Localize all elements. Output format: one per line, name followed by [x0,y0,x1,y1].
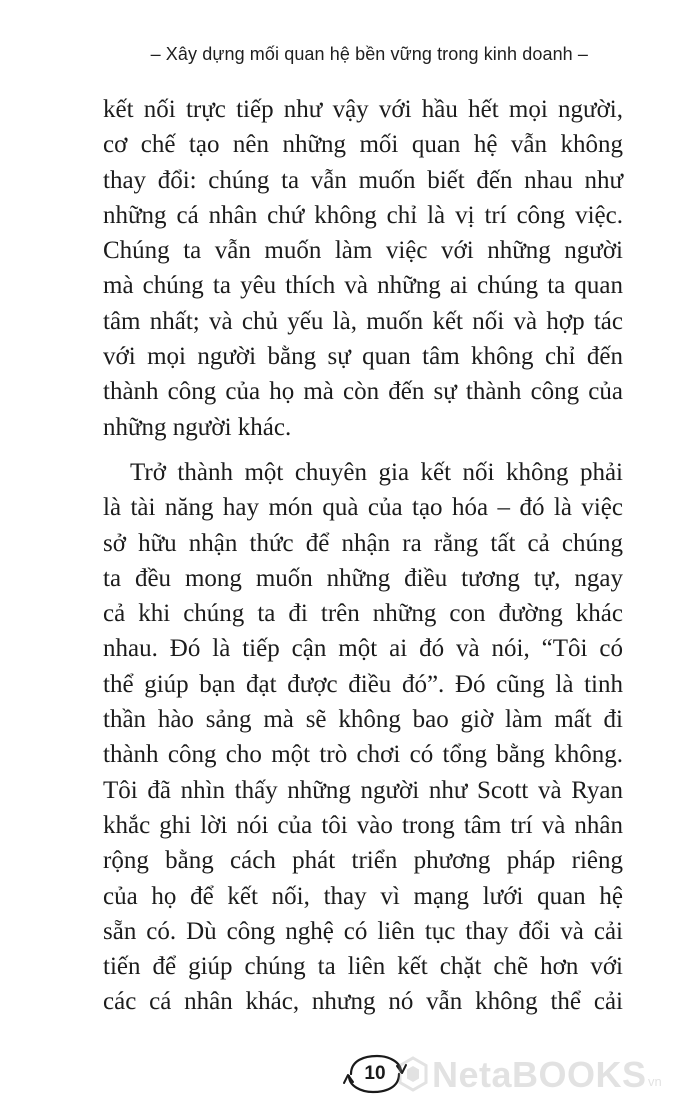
text-line: thay đổi: chúng ta vẫn muốn biết đến nhau như [103,166,623,194]
running-header: – Xây dựng mối quan hệ bền vững trong kinh doanh – [150,44,588,64]
text-line: là tài năng hay món quà của tạo hóa – đó là việc [103,494,623,522]
text-line: thần hào sảng mà sẽ không bao giờ làm mất đi [103,706,623,734]
text-line: tâm nhất; và chủ yếu là, muốn kết nối và hợp tác [103,307,623,335]
text-line: sở hữu nhận thức để nhận ra rằng tất cả chúng [103,529,623,557]
watermark-text: NetaBOOKS [432,1054,647,1095]
text-line: kết nối trực tiếp như vậy với hầu hết mọi người, [103,96,623,123]
text-line: thể giúp bạn đạt được điều đó”. Đó cũng là tinh [103,670,623,698]
paragraph-2 [103,455,623,1020]
watermark [398,1052,688,1098]
text-line: các cá nhân khác, nhưng nó vẫn không thể cải [103,988,623,1016]
page-number: 10 [364,1063,386,1084]
text-line: nhau. Đó là tiếp cận một ai đó và nói, “Tôi có [103,635,623,663]
watermark-logo-icon [398,1056,428,1092]
text-line: Tôi đã nhìn thấy những người như Scott và Ryan [103,776,623,804]
paragraph-1 [103,92,623,445]
text-line: thành công cho một trò chơi có tổng bằng không. [103,741,623,769]
text-line: của họ để kết nối, thay vì mạng lưới quan hệ [103,882,623,910]
text-line: mà chúng ta yêu thích và những ai chúng ta quan [103,272,623,300]
text-line: cả khi chúng ta đi trên những con đường khác [103,600,623,628]
text-line: những cá nhân chứ không chỉ là vị trí công việc. [103,201,623,229]
text-line: thành công của họ mà còn đến sự thành công của [103,378,623,406]
text-line: rộng bằng cách phát triển phương pháp riêng [103,847,623,875]
text-line: sẵn có. Dù công nghệ có liên tục thay đổi và cải [103,917,623,945]
watermark-suffix: vn [648,1074,662,1089]
text-line: Chúng ta vẫn muốn làm việc với những người [103,237,623,265]
text-line: cơ chế tạo nên những mối quan hệ vẫn không [103,131,623,159]
body-text [103,92,623,1020]
text-line: ta đều mong muốn những điều tương tự, ngay [103,564,623,592]
text-line: những người khác. [103,413,292,441]
text-line: với mọi người bằng sự quan tâm không chỉ đến [103,343,623,371]
text-line: tiến để giúp chúng ta liên kết chặt chẽ hơn với [103,953,623,981]
text-line: Trở thành một chuyên gia kết nối không phải [130,458,623,486]
text-line: khắc ghi lời nói của tôi vào trong tâm trí và nhân [103,811,623,839]
